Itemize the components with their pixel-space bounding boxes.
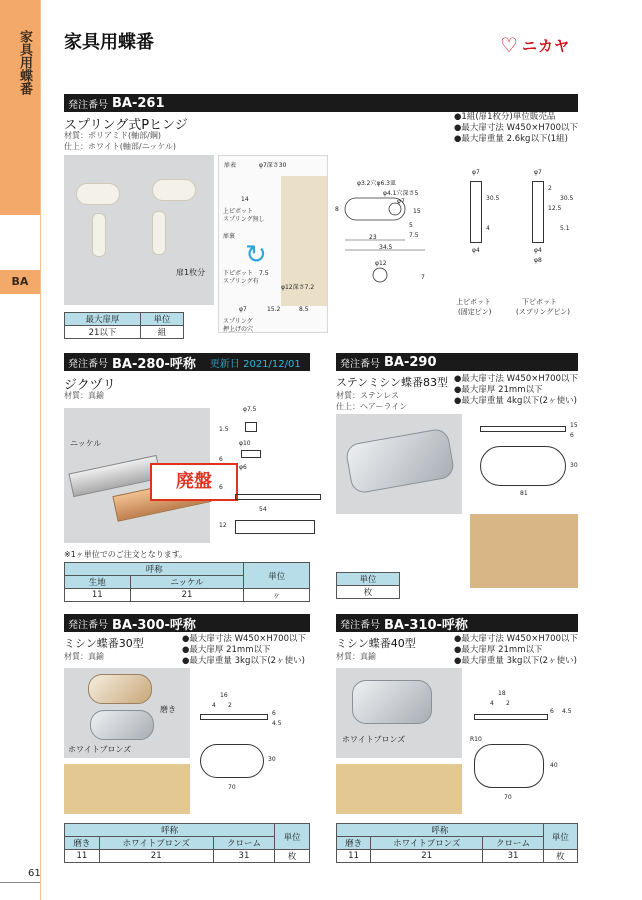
product-number: BA-280-呼称 xyxy=(112,356,196,372)
dimension-label: 18 xyxy=(498,690,506,697)
product-name: ステンミシン蝶番83型 xyxy=(336,376,448,389)
dimension-label: φ7.5 xyxy=(243,406,257,413)
sidebar-divider xyxy=(40,0,41,900)
white-bronze-hinge xyxy=(352,680,432,724)
dimension-label: 4 xyxy=(212,702,216,709)
hinge-top-view xyxy=(474,744,544,788)
dimension-label: 6 xyxy=(219,484,223,491)
table-header: 呼称 xyxy=(337,824,544,837)
material-spec: 材質：ポリアミド(軸部/鋼) xyxy=(64,131,161,140)
dimension-label: 30 xyxy=(570,462,578,469)
hinge-pin xyxy=(152,211,166,255)
product-name: ミシン蝶番30型 xyxy=(64,637,144,650)
dimension-label: φ8 xyxy=(534,257,542,264)
drawing-label: 扉表 xyxy=(224,162,237,169)
drawing-label: 15.2 xyxy=(267,306,281,313)
polished-hinge xyxy=(88,674,152,704)
pivot-plate-top xyxy=(235,520,315,534)
dimension-label: 8 xyxy=(335,206,339,213)
product-number: BA-261 xyxy=(112,95,165,111)
drawing-label: スプリング無し xyxy=(223,216,265,223)
table-header: ホワイトブロンズ xyxy=(99,837,213,850)
table-header: ホワイトブロンズ xyxy=(371,837,483,850)
hinge-part xyxy=(76,183,120,205)
lower-pin xyxy=(532,181,544,243)
product-photo xyxy=(64,668,190,758)
drawing-label: φ12深さ7.2 xyxy=(281,284,315,291)
feature-list xyxy=(454,112,578,145)
table-header: 最大扉厚 xyxy=(65,313,141,326)
brand-logo xyxy=(500,34,584,56)
pin-caption: 下ピボット xyxy=(522,298,557,306)
feature-item: ●最大扉重量 4kg以下(2ヶ使い) xyxy=(454,396,577,406)
table-header: 呼称 xyxy=(65,824,275,837)
feature-item: ●最大扉寸法 W450×H700以下 xyxy=(454,123,578,133)
dimension-label: 70 xyxy=(228,784,236,791)
dimension-label: 23 xyxy=(369,234,377,241)
table-cell: ヶ xyxy=(244,589,310,602)
dimension-label: 15 xyxy=(570,422,578,429)
product-name: ジクヅリ xyxy=(64,378,116,393)
rotation-arrow-icon: ↻ xyxy=(245,240,267,270)
feature-item: ●最大扉厚 21mm以下 xyxy=(454,645,543,655)
feature-item: ●最大扉厚 21mm以下 xyxy=(454,385,543,395)
table-cell: 枚 xyxy=(543,850,577,863)
dimension-label: 30.5 xyxy=(486,195,500,202)
pivot-drawing xyxy=(215,400,315,540)
dimension-label: 12.5 xyxy=(548,205,562,212)
dimension-label: φ7 xyxy=(397,198,405,205)
dimension-drawing xyxy=(470,418,580,498)
dimension-label: 2 xyxy=(548,185,552,192)
product-name: スプリング式Pヒンジ xyxy=(64,118,188,133)
hinge-side-view xyxy=(480,426,566,432)
hinge-top-view xyxy=(480,446,566,486)
dimension-label: φ6 xyxy=(239,464,247,471)
table-cell: 21 xyxy=(99,850,213,863)
upper-pin xyxy=(470,181,482,243)
white-bronze-hinge xyxy=(90,710,154,740)
feature-list xyxy=(454,634,578,667)
table-header: 単位 xyxy=(543,824,577,850)
dimension-label: φ4 xyxy=(534,247,542,254)
dimension-label: 2 xyxy=(506,700,510,707)
hinge-pin xyxy=(92,213,106,257)
photo-caption: 扉1枚分 xyxy=(176,268,206,277)
material-spec: 材質：真鍮 xyxy=(336,652,376,661)
photo-caption: ホワイトブロンズ xyxy=(342,735,406,744)
pivot-flange xyxy=(241,450,261,458)
spec-table xyxy=(64,312,184,339)
table-cell: 枚 xyxy=(275,850,310,863)
feature-item: ●最大扉寸法 W450×H700以下 xyxy=(454,634,578,644)
sidebar-code: BA xyxy=(0,270,40,294)
photo-caption: ホワイトブロンズ xyxy=(68,745,132,754)
installation-photo xyxy=(336,764,462,814)
table-header: 単位 xyxy=(275,824,310,850)
drawing-label: 7.5 xyxy=(259,270,269,277)
section-header-ba261 xyxy=(64,94,578,112)
hinge-side-view xyxy=(200,714,268,720)
material-spec: 材質：真鍮 xyxy=(64,391,104,400)
spec-table xyxy=(64,823,310,863)
dimension-label: 40 xyxy=(550,762,558,769)
order-no-label: 発注番号 xyxy=(340,358,380,370)
dimension-drawing xyxy=(468,686,580,806)
dimension-label: 6 xyxy=(272,710,276,717)
product-photo xyxy=(64,155,214,305)
dimension-label: 30.5 xyxy=(560,195,574,202)
order-note: ※1ヶ単位でのご注文となります。 xyxy=(64,550,188,559)
pivot-plate xyxy=(235,494,321,500)
pin-caption: (スプリングピン) xyxy=(516,308,571,316)
table-header: 呼称 xyxy=(65,563,244,576)
section-header-ba290 xyxy=(336,353,578,371)
table-header: 磨き xyxy=(337,837,371,850)
section-header-ba280 xyxy=(64,353,310,371)
dimension-label: φ7 xyxy=(472,169,480,176)
photo-caption: ニッケル xyxy=(70,439,102,448)
feature-item: ●最大扉重量 2.6kg以下(1組) xyxy=(454,134,568,144)
steel-hinge xyxy=(344,427,455,494)
table-cell: 21 xyxy=(371,850,483,863)
dimension-label: 34.5 xyxy=(379,244,393,251)
order-no-label: 発注番号 xyxy=(68,358,108,370)
feature-list xyxy=(182,634,306,667)
finish-spec: 仕上：ホワイト(軸部/ニッケル) xyxy=(64,142,176,151)
dimension-label: 4.5 xyxy=(562,708,572,715)
drawing-label: 14 xyxy=(241,196,249,203)
drawing-label: スプリング有 xyxy=(223,278,259,285)
drawing-label: φ7深さ30 xyxy=(259,162,287,169)
feature-item: ●最大扉重量 3kg以下(2ヶ使い) xyxy=(182,656,305,666)
feature-item: ●最大扉寸法 W450×H700以下 xyxy=(454,374,578,384)
spec-table xyxy=(336,823,578,863)
table-header: 生地 xyxy=(65,576,131,589)
drawing-label: 8.5 xyxy=(299,306,309,313)
material-spec: 材質：ステンレス xyxy=(336,391,399,400)
dimension-label: 4 xyxy=(486,225,490,232)
table-cell: 31 xyxy=(483,850,544,863)
drawing-label: 上ピボット xyxy=(223,208,254,215)
section-header-ba310 xyxy=(336,614,578,632)
drawing-label: 押上げの穴 xyxy=(223,326,254,333)
drawing-label: スプリング xyxy=(223,318,253,325)
dimension-label: 7 xyxy=(421,274,425,281)
feature-item: ●最大扉重量 3kg以下(2ヶ使い) xyxy=(454,656,577,666)
table-header: 単位 xyxy=(337,573,400,586)
product-number: BA-290 xyxy=(384,354,437,370)
dimension-label: 6 xyxy=(219,456,223,463)
table-cell: 11 xyxy=(65,589,131,602)
dimension-label: 6 xyxy=(570,432,574,439)
installation-photo xyxy=(64,764,190,814)
spec-table xyxy=(64,562,310,602)
dimension-label: 30 xyxy=(268,756,276,763)
pin-drawing xyxy=(448,165,578,320)
feature-item: ●最大扉寸法 W450×H700以下 xyxy=(182,634,306,644)
dimension-label: φ4 xyxy=(472,247,480,254)
table-cell: 21 xyxy=(130,589,244,602)
updated-label: 更新日 xyxy=(209,358,240,370)
dimension-label: φ7 xyxy=(534,169,542,176)
table-header: 単位 xyxy=(244,563,310,589)
section-header-ba300 xyxy=(64,614,310,632)
table-header: 磨き xyxy=(65,837,100,850)
drawing-label: φ7 xyxy=(239,306,247,313)
feature-list xyxy=(454,374,578,407)
product-photo xyxy=(336,668,462,758)
dimension-label: 12 xyxy=(219,522,227,529)
update-date xyxy=(210,355,301,370)
pin-caption: 上ピボット xyxy=(456,298,491,306)
pin-caption: (固定ピン) xyxy=(458,308,492,316)
dimension-label: 16 xyxy=(220,692,228,699)
dimension-label: R10 xyxy=(470,736,482,743)
feature-item: ●1組(扉1枚分)単位販売品 xyxy=(454,112,556,122)
order-no-label: 発注番号 xyxy=(68,619,108,631)
hinge-top-view xyxy=(200,744,264,778)
table-header: クローム xyxy=(483,837,544,850)
discontinued-stamp: 廃盤 xyxy=(150,463,238,501)
order-no-label: 発注番号 xyxy=(68,99,108,111)
product-photo xyxy=(336,414,462,514)
dimension-label: 5.1 xyxy=(560,225,570,232)
table-cell: 31 xyxy=(213,850,275,863)
hinge-side-view xyxy=(474,714,548,720)
dimension-drawing xyxy=(196,690,306,800)
table-cell: 21以下 xyxy=(65,326,141,339)
drawing-label: 下ピボット xyxy=(223,270,254,277)
dimension-label: φ4.1穴深さ5 xyxy=(383,190,419,197)
dimension-label: φ3.2穴φ6.3皿 xyxy=(357,180,397,187)
dimension-label: 4.5 xyxy=(272,720,282,727)
dimension-label: φ10 xyxy=(239,440,251,447)
table-header: ニッケル xyxy=(130,576,244,589)
finish-spec: 仕上：ヘアーライン xyxy=(336,402,408,411)
heart-icon: ♡ xyxy=(500,33,518,57)
dimension-label: 2 xyxy=(228,702,232,709)
dimension-label: 15 xyxy=(413,208,421,215)
spec-table xyxy=(336,572,400,599)
pivot-top xyxy=(245,422,257,432)
hinge-part xyxy=(152,179,196,201)
table-header: クローム xyxy=(213,837,275,850)
dimension-label: 81 xyxy=(520,490,528,497)
product-number: BA-300-呼称 xyxy=(112,617,196,633)
table-header: 単位 xyxy=(141,313,184,326)
drawing-label: 扉裏 xyxy=(223,233,236,240)
product-number: BA-310-呼称 xyxy=(384,617,468,633)
dimension-drawing xyxy=(335,170,430,290)
table-cell: 11 xyxy=(65,850,100,863)
sidebar-category: 家具用蝶番 xyxy=(17,30,32,95)
page-title: 家具用蝶番 xyxy=(64,32,154,53)
dimension-label: 5 xyxy=(409,222,413,229)
photo-caption: 磨き xyxy=(160,705,176,714)
dimension-label: 1.5 xyxy=(219,426,229,433)
installation-drawing xyxy=(218,155,328,333)
table-cell: 組 xyxy=(141,326,184,339)
table-cell: 枚 xyxy=(337,586,400,599)
installation-photo xyxy=(470,514,578,588)
dimension-label: 7.5 xyxy=(409,232,419,239)
page-number-rule xyxy=(0,882,40,883)
dimension-label: 4 xyxy=(490,700,494,707)
dimension-label: 54 xyxy=(259,506,267,513)
feature-item: ●最大扉厚 21mm以下 xyxy=(182,645,271,655)
page-number: 61 xyxy=(28,868,41,879)
table-cell: 11 xyxy=(337,850,371,863)
order-no-label: 発注番号 xyxy=(340,619,380,631)
dimension-label: 70 xyxy=(504,794,512,801)
dimension-label: φ12 xyxy=(375,260,387,267)
logo-text: ニカヤ xyxy=(521,36,570,55)
dimension-label: 6 xyxy=(550,708,554,715)
material-spec: 材質：真鍮 xyxy=(64,652,104,661)
product-name: ミシン蝶番40型 xyxy=(336,637,416,650)
updated-value: 2021/12/01 xyxy=(243,358,301,370)
